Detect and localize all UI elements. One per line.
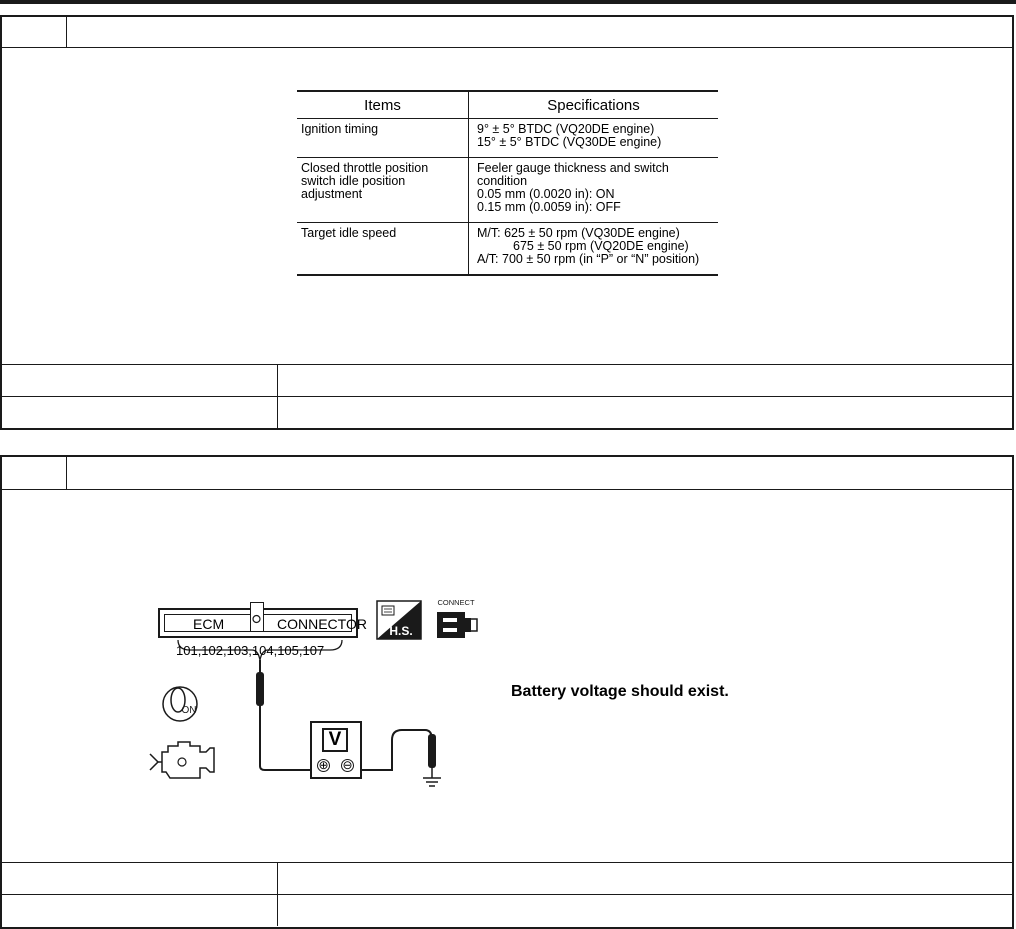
voltmeter-icon (310, 721, 362, 779)
top-rule (0, 0, 1016, 4)
hs-label: H.S. (389, 624, 413, 638)
column-header-specifications: Specifications (469, 91, 719, 119)
spec-text: condition (477, 174, 528, 188)
step-number-cell (2, 17, 67, 47)
ignition-key-on-icon (158, 680, 206, 724)
result-label-cell (2, 365, 278, 396)
spec-cell (469, 223, 719, 276)
result-row-ng (2, 894, 1012, 926)
item-text: Target idle speed (301, 226, 397, 240)
expected-result: Battery voltage should exist. (511, 683, 729, 700)
connector-label: CONNECTOR (277, 616, 367, 632)
result-label-cell (2, 397, 278, 428)
hs-icon (376, 600, 422, 640)
item-cell (297, 119, 469, 158)
table-row (297, 119, 718, 158)
column-header-items: Items (297, 91, 469, 119)
terminal-numbers: 101,102,103,104,105,107 (176, 643, 325, 658)
spec-text: A/T: 700 ± 50 rpm (in “P” or “N” position) (477, 252, 700, 266)
table-row (297, 158, 718, 223)
spec-text: 15° ± 5° BTDC (VQ30DE engine) (477, 135, 662, 149)
spec-text: 9° ± 5° BTDC (VQ20DE engine) (477, 122, 655, 136)
spec-text: M/T: 625 ± 50 rpm (VQ30DE engine) (477, 226, 680, 240)
item-cell (297, 223, 469, 276)
spec-text: Feeler gauge thickness and switch (477, 161, 669, 175)
step-number-cell (2, 457, 67, 489)
voltmeter-label: V (322, 728, 348, 752)
result-label-cell (2, 895, 278, 926)
positive-terminal: ⊕ (318, 758, 329, 772)
on-label: ON (181, 705, 197, 716)
table-row (297, 223, 718, 276)
spec-cell (469, 158, 719, 223)
result-label-cell (2, 863, 278, 894)
result-row-ok (2, 364, 1012, 396)
result-row-ok (2, 862, 1012, 894)
connect-icon (431, 598, 481, 642)
item-text: Ignition timing (301, 122, 379, 136)
item-text: Closed throttle position (301, 161, 429, 175)
spec-cell (469, 119, 719, 158)
spec-text: 0.05 mm (0.0020 in): ON (477, 187, 615, 201)
spec-text: 0.15 mm (0.0059 in): OFF (477, 200, 621, 214)
spec-text: 675 ± 50 rpm (VQ20DE engine) (513, 239, 689, 253)
item-cell (297, 158, 469, 223)
table-header-row (297, 91, 718, 119)
ecm-connector (158, 608, 367, 638)
specifications-table (297, 90, 718, 276)
step-header (2, 457, 1012, 490)
item-text: switch idle position (301, 174, 406, 188)
result-row-ng (2, 396, 1012, 428)
negative-terminal: ⊖ (342, 758, 353, 772)
ecm-label: ECM (193, 616, 225, 632)
step-header (2, 17, 1012, 48)
connector-lock-tab (250, 602, 264, 632)
step-block-2 (0, 455, 1014, 929)
engine-icon (148, 738, 216, 782)
connect-label: CONNECT (437, 598, 475, 607)
item-text: adjustment (301, 187, 363, 201)
